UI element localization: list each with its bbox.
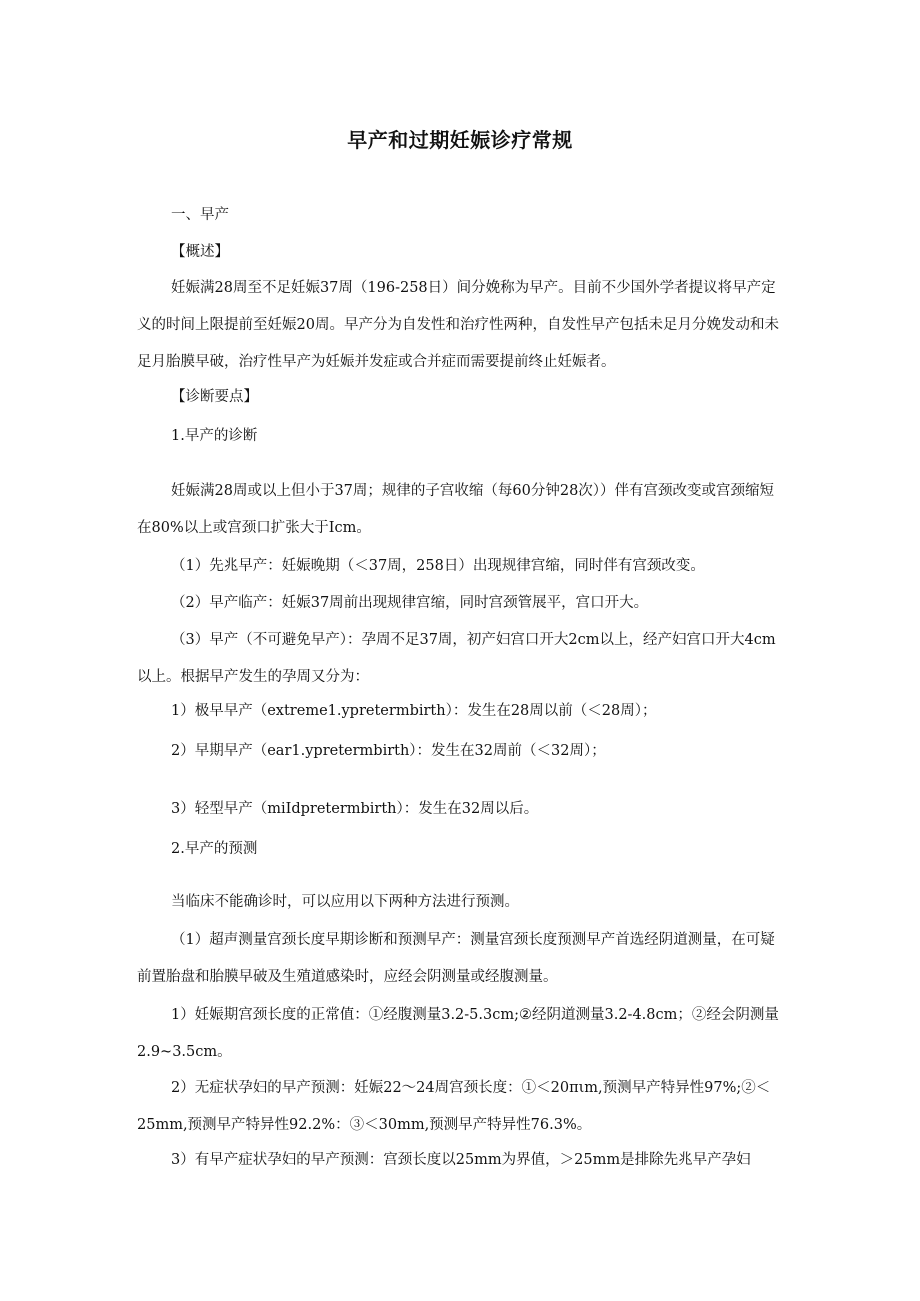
document-title: 早产和过期妊娠诊疗常规: [347, 128, 573, 152]
section-heading-preterm: 一、早产: [171, 207, 229, 223]
list-item-inevitable-preterm: （3）早产（不可避免早产）：孕周不足37周，初产妇宫口开大2cm以上，经产妇宫口开大4cm以上。根据早产发生的孕周又分为：: [137, 632, 776, 685]
paragraph-overview: 妊娠满28周至不足妊娠37周（196-258日）间分娩称为早产。目前不少国外学者提议将早产定义的时间上限提前至妊娠20周。早产分为自发性和治疗性两种，自发性早产包括未足月分娩发动和未足月胎膜早破，治疗性早产为妊娠并发症或合并症而需要提前终止妊娠者。: [137, 280, 779, 370]
subheading-overview: 【概述】: [171, 244, 229, 260]
numbered-heading-prediction: 2.早产的预测: [171, 841, 258, 857]
list-item-extreme-preterm: 1）极早早产（extreme1.ypretermbirth）：发生在28周以前（＜28周）；: [171, 703, 657, 719]
paragraph-symptomatic-prediction: 3）有早产症状孕妇的早产预测：宫颈长度以25mm为界值，＞25mm是排除先兆早产孕妇: [171, 1152, 751, 1168]
paragraph-asymptomatic-prediction: 2）无症状孕妇的早产预测：妊娠22～24周宫颈长度：①＜20πιm,预测早产特异性97%;②＜25mm,预测早产特异性92.2%：③＜30mm,预测早产特异性76.3%。: [137, 1080, 771, 1133]
paragraph-ultrasound-method: （1）超声测量宫颈长度早期诊断和预测早产：测量宫颈长度预测早产首选经阴道测量，在可疑前置胎盘和胎膜早破及生殖道感染时，应经会阴测量或经腹测量。: [137, 932, 775, 985]
list-item-early-preterm: 2）早期早产（ear1.ypretermbirth）：发生在32周前（＜32周）；: [171, 743, 606, 759]
list-item-preterm-labor: （2）早产临产：妊娠37周前出现规律宫缩，同时宫颈管展平，宫口开大。: [171, 595, 649, 611]
paragraph-diagnosis-criteria: 妊娠满28周或以上但小于37周；规律的子宫收缩（每60分钟28次））伴有宫颈改变或宫颈缩短在80%以上或宫颈口扩张大于Icm。: [137, 483, 775, 536]
subheading-diagnosis: 【诊断要点】: [171, 389, 258, 405]
paragraph-normal-cervical-length: 1）妊娠期宫颈长度的正常值：①经腹测量3.2-5.3cm;②经阴道测量3.2-4.8cm；②经会阴测量2.9~3.5cm。: [137, 1007, 779, 1060]
paragraph-prediction-intro: 当临床不能确诊时，可以应用以下两种方法进行预测。: [171, 894, 519, 910]
list-item-threatened-preterm: （1）先兆早产：妊娠晚期（＜37周，258日）出现规律宫缩，同时伴有宫颈改变。: [171, 558, 705, 574]
numbered-heading-diagnosis: 1.早产的诊断: [171, 428, 258, 444]
list-item-mild-preterm: 3）轻型早产（miIdpretermbirth）：发生在32周以后。: [171, 801, 539, 817]
